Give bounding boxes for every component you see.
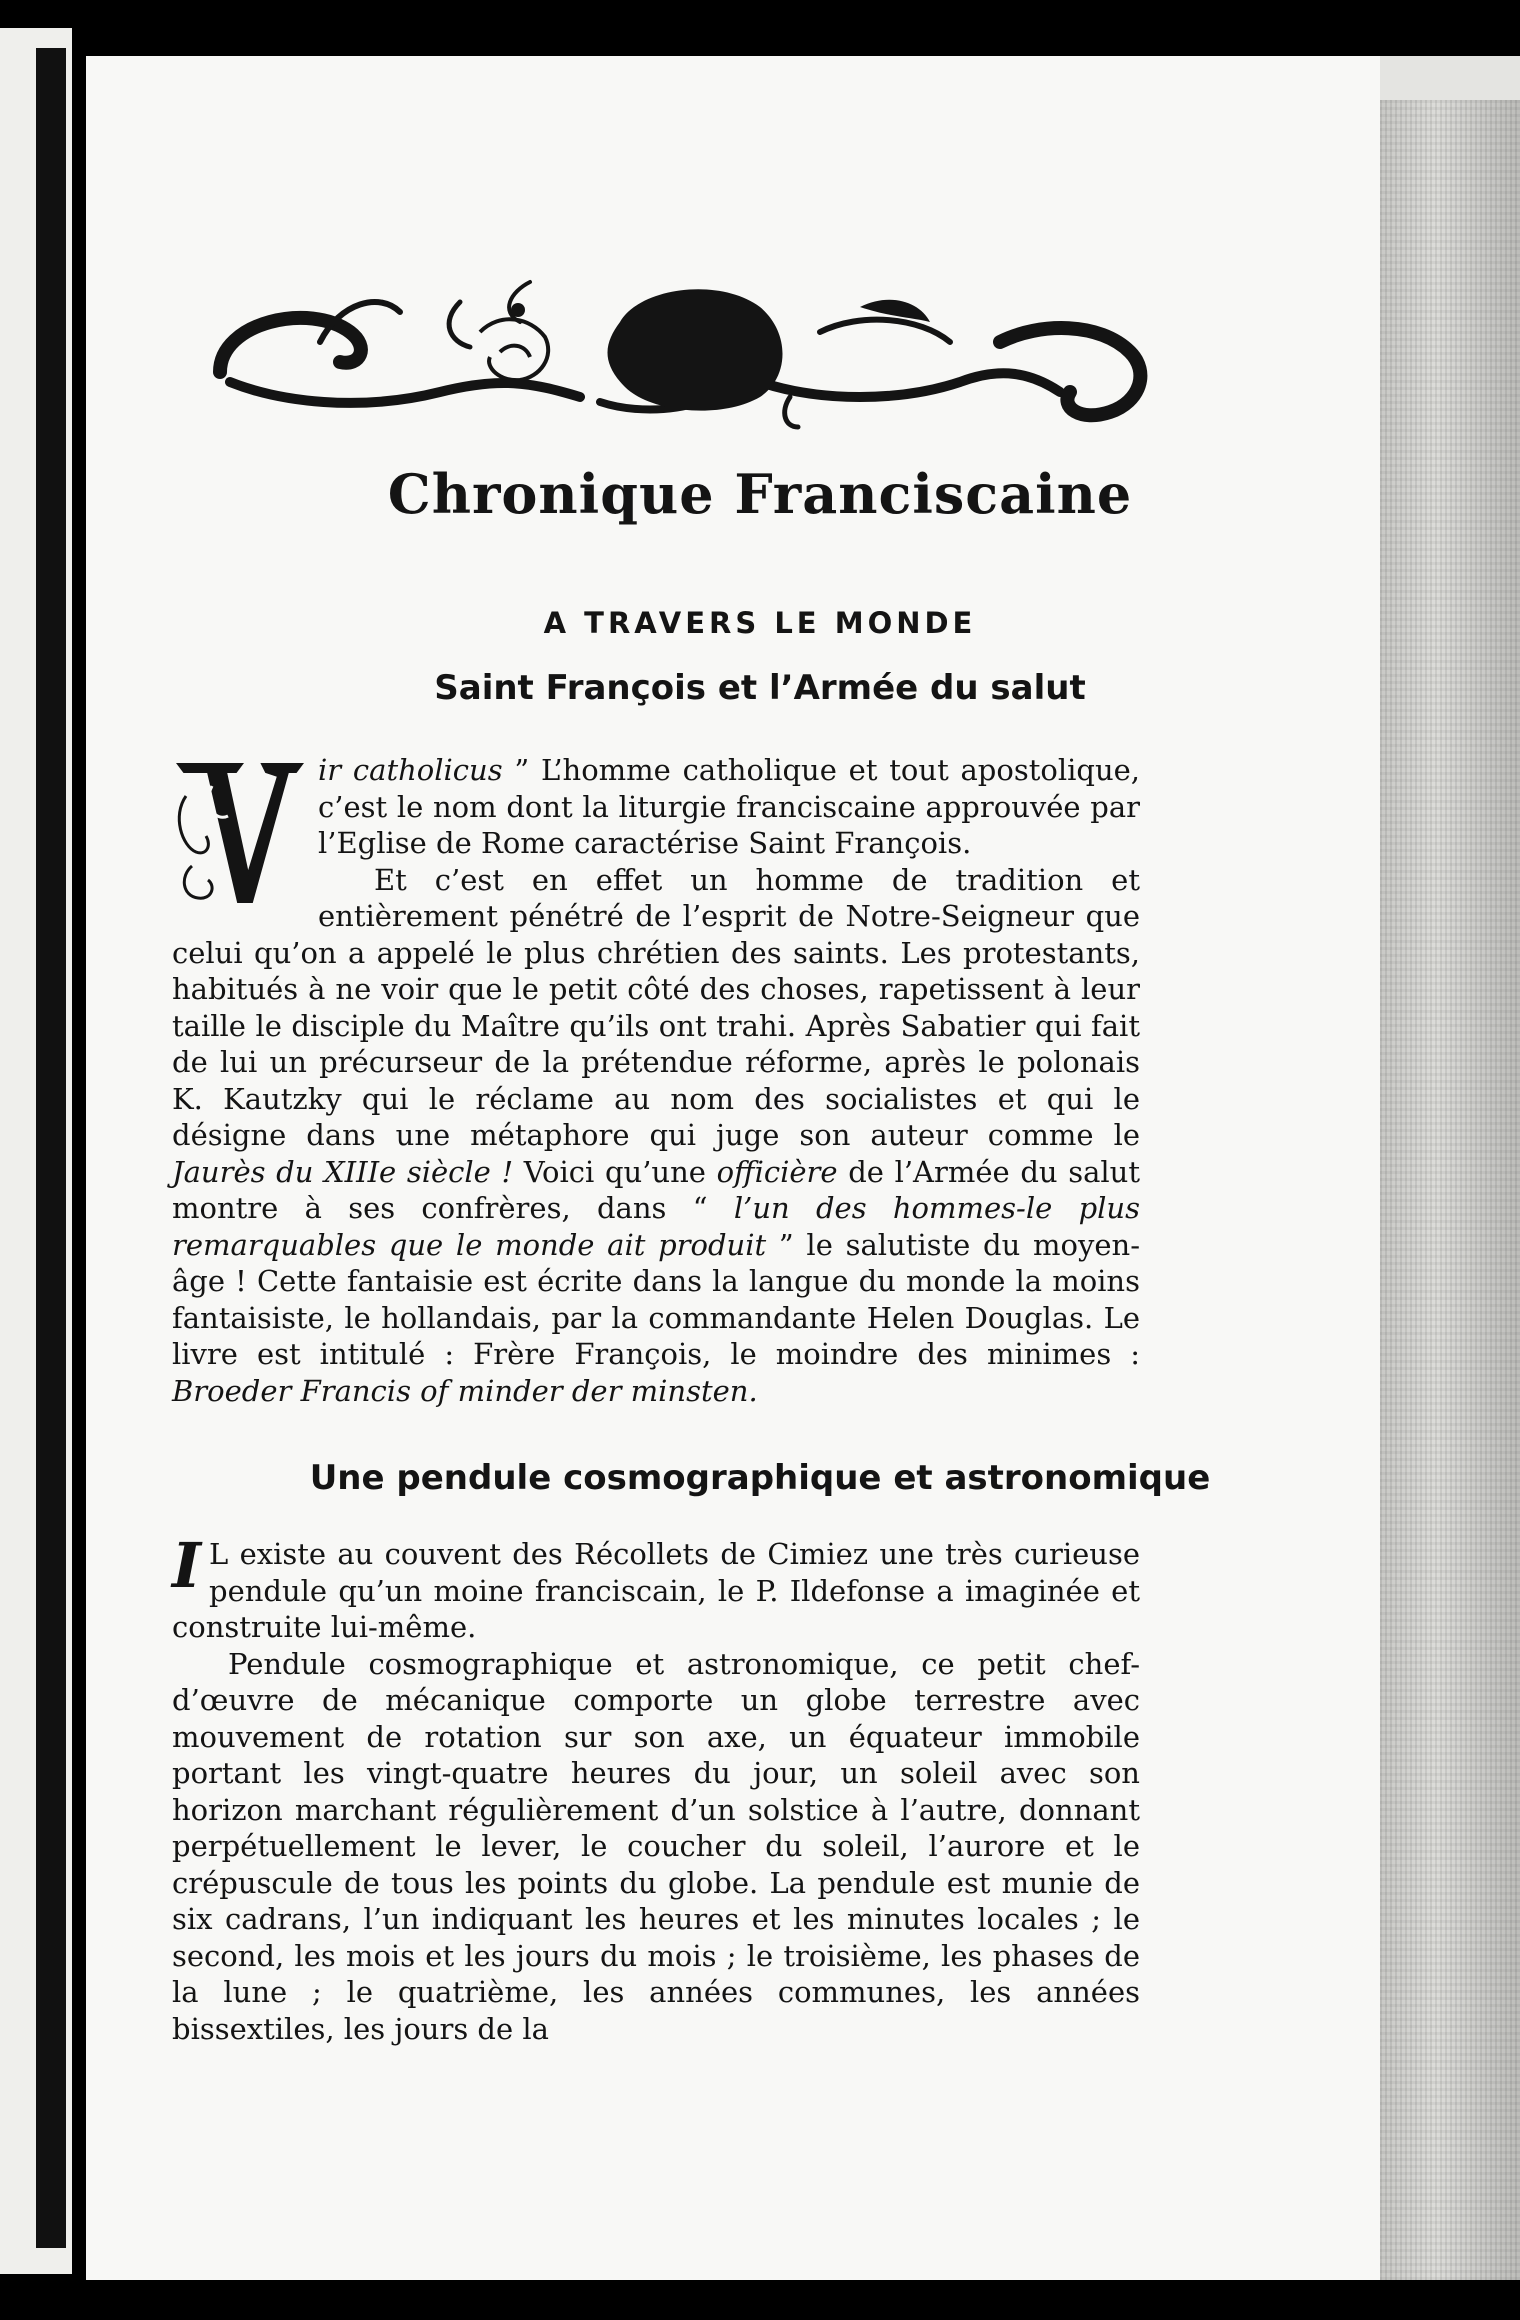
article2-body: [172, 1529, 1140, 2047]
article2-p1-text: L existe au couvent des Récollets de Cimiez une très curieuse pendule qu’un moine franciscain, le P. Ildefonse a imaginée et construite lui-même.: [172, 1537, 1140, 1644]
article1-p2-italic-2: officière: [716, 1154, 838, 1189]
article2-p2-text: Pendule cosmographique et astronomique, ce petit chef-d’œuvre de mécanique comporte un globe terrestre avec mouvement de rotation sur son axe, un équateur immobile portant les vingt-quatre heures du jour, un soleil avec son horizon marchant régulièrement d’un solstice à l’autre, donnant perpétuellement le lever, le coucher du soleil, l’aurore et le crépuscule de tous les points du globe. La pendule est munie de six cadrans, l’un indiquant les heures et les minutes locales ; le second, les mois et les jours du mois ; le troisième, les phases de la lune ; le quatrième, les années communes, les années bissextiles, les jours de la: [172, 1646, 1140, 2046]
section-heading: A TRAVERS LE MONDE: [543, 606, 977, 640]
article2-title: Une pendule cosmographique et astronomique: [309, 1458, 1211, 1498]
article2-dropcap: I: [172, 1529, 202, 1602]
left-page-sliver: [0, 28, 72, 2274]
article1-paragraph-2: [172, 862, 1140, 1410]
article1-p2-text-a: Et c’est en effet un homme de tradition et entièrement pénétré de l’esprit de Notre-Seigneur que celui qu’on a appelé le plus chrétien des saints. Les protestants, habitués à ne voir que le petit côté des choses, rapetissent à leur taille le disciple du Maître qu’ils ont trahi. Après Sabatier qui fait de lui un précurseur de la prétendue réforme, après le polonais K. Kautzky qui le réclame au nom des socialistes et qui le désigne dans une métaphore qui juge son auteur comme le: [172, 862, 1140, 1152]
binding-edge: [36, 48, 66, 2248]
article1-p2-text-c: de l’Armée du salut montre à ses confrères, dans “: [172, 1154, 1140, 1225]
article1-body: [172, 752, 1140, 1409]
article1-p2-italic-3: l’un des hommes-le plus remarquables que le monde ait produit: [172, 1191, 1140, 1262]
article2-paragraph-2: [172, 1646, 1140, 2048]
article2-paragraph-1: [172, 1529, 1140, 1646]
article1-paragraph-1: [172, 752, 1140, 862]
article1-title: Saint François et l’Armée du salut: [434, 668, 1086, 708]
article1-p2-text-b: Voici qu’une: [513, 1154, 717, 1189]
article1-p2-text-d: ” le salutiste du moyen-âge ! Cette fantaisie est écrite dans la langue du monde la moins fantaisiste, le hollandais, par la commandante Helen Douglas. Le livre est intitulé : Frère François, le moindre des minimes :: [172, 1227, 1140, 1371]
article1-p1-text: ” L’homme catholique et tout apostolique, c’est le nom dont la liturgie franciscaine approuvée par l’Eglise de Rome caractérise Saint François.: [318, 753, 1140, 860]
book-edge: [1380, 100, 1520, 2280]
book-edge-top: [1380, 56, 1520, 100]
article1-p2-italic-4: Broeder Francis of minder der minsten.: [172, 1373, 758, 1408]
floral-vine-ornament-icon: [200, 262, 1160, 442]
dropcap-v-graphic: [172, 756, 308, 910]
decorated-initial-v-icon: [172, 756, 308, 910]
article1-lead-in: ir catholicus: [318, 753, 503, 787]
chronique-title: Chronique Franciscaine: [387, 462, 1133, 526]
article1-p2-italic-1: Jaurès du XIIIe siècle !: [172, 1154, 514, 1189]
